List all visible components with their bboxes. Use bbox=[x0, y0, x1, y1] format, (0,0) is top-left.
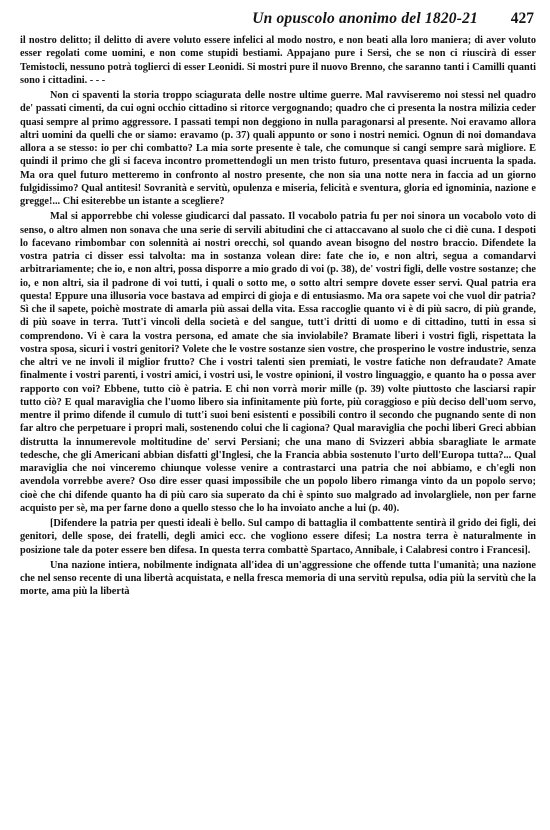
paragraph: Mal si apporrebbe chi volesse giudicarci dal passato. Il vocabolo patria fu per noi sinora un vocabolo voto di senso, o altro almen non sonava che una serie di servili abitudini che ci attaccavano al suolo che ci diè cuna. I despoti lo facevano rimbombar con solennità ai nostri orecchi, sol quando avean bisogno del nostro braccio. Difendete la vostra patria ci disser essi talvolta: ma in sostanza volean dire: fate che io, e non altri, segua a comandarvi arbitrariamente; che io, e non altri, possa disporre a mio grado di voi (p. 38), de' vostri figli, delle vostre sostanze; che io, e non altri, sia il padrone di voi tutti, i quali o sotto me, o sotto altri sempre dovete esser servi. Qual patria era questa! Eppure una illusoria voce bastava ad empirci di gioja e di entusiasmo. Ma ora sapete voi che vuol dir patria? Sì che il sapete, poichè mostrate di amarla più assai della vita. Essa raccoglie quanto vi è di più sacro, di più grande, di più soave in terra. Tutt'i vincoli della società e del sangue, tutt'i dritti di uomo e di cittadino, tutti in essa si comprendono. Vi è cara la vostra persona, ed amate che sia inviolabile? Bramate liberi i vostri figli, rispettata la vostra sposa, sicuri i vostri genitori? Volete che le vostre sostanze sien vostre, che prosperino le vostre industrie, senza che altri ve ne involi il miglior frutto? Che i vostri talenti sien premiati, le vostre fatiche non defraudate? Amate finalmente i vostri parenti, i vostri amici, i vostri usi, le vostre opinioni, il vostro linguaggio, e quanto ha o possa aver rapporto con voi? Ebbene, tutto ciò è patria. E chi non vorrà morir mille (p. 39) volte piuttosto che lasciarsi rapir tutto ciò? E qual maraviglia che l'uomo libero sia infinitamente più forte, più coraggioso e più deciso dell'uom servo, mentre il primo difende il cumulo di tutt'i suoi beni esistenti e possibili contro il secondo che pugnando sente di non far altro che perpetuare i propri mali, sostenendo colui che li cagiona? Qual maraviglia che pochi liberi Greci abbian distrutta la innumerevole moltitudine de' servi Persiani; che una mano di Svizzeri abbia sbaragliate le armate tedesche, che gli Americani abbian disfatti gl'Inglesi, che la Francia abbia sostenuto l'urto dell'Europa tutta?... Qual maraviglia che noi vinceremo chiunque volesse venire a contrastarci una patria che noi abbiamo, e ch'egli non avendola vorrebbe avere? Oso dire esser quasi impossibile che un popolo libero rimanga vinto da un popolo servo; cioè che chi difende quanto ha di più caro sia superato da chi è spinto suo malgrado ad involargliele, non per farne acquisto per sè, ma per farne dono a quello stesso che lo ha invoiato anche a lui (p. 40). bbox=[20, 211, 536, 514]
body-text bbox=[20, 34, 536, 599]
paragraph-continuation: il nostro delitto; il delitto di avere voluto essere infelici al modo nostro, e non beati alla loro maniera; di aver voluto esser regolati come uomini, e non come stupidi bestiami. Appajano pure i Sersi, che se non ci riuscirà di esser Temistocli, nessuno potrà toglierci di esser Leonidi. Si mostri pure il nuovo Brenno, che saranno tanti i Camilli quanti sono i cittadini. - - - bbox=[20, 35, 536, 86]
page-header bbox=[20, 6, 536, 30]
page-number: 427 bbox=[510, 10, 534, 27]
paragraph: Non ci spaventi la storia troppo sciagurata delle nostre ultime guerre. Mal ravviseremo noi stessi nel quadro de' passati cimenti, da cui ogni occhio cittadino si ritorce vergognando; quadro che ci presenta la nostra milizia ceder quasi sempre al primo aggressore. I passati tempi non deggiono in nulla paragonarsi al presente. Noi eravamo allora altri uomini da quelli che or siamo: eravamo (p. 37) quali appunto or sono i nostri nemici. Ognun di noi domandava allora a se stesso: io per chi combatto? La mia sorte presente è tale, che comunque si cangi sempre sarà migliore. E quindi il primo che gli si faceva incontro promettendogli un men tristo futuro, presentava quasi incruenta la spada. Ma ora quel futuro metteremo in confronto al nostro presente, che non sia una notte nera in faccia ad un giorno fulgidissimo? Qual antitesi! Sovranità e servitù, opulenza e miseria, felicità e sventura, gloria ed ignominia, nazione e gregge!... Chi esiterebbe un istante a scegliere? bbox=[20, 90, 536, 207]
paragraph: Una nazione intiera, nobilmente indignata all'idea di un'aggressione che offende tutta l'umanità; una nazione che nel senso recente di una libertà acquistata, e nella fresca memoria di una servitù repulsa, odia più la servitù che la morte, ama più la libertà bbox=[20, 559, 536, 598]
bracketed-summary-paragraph: [Difendere la patria per questi ideali è bello. Sul campo di battaglia il combattente sentirà il grido dei figli, dei genitori, delle spose, dei fratelli, degli amici ecc. che vogliono essere difesi; La nostra terra è naturalmente in posizione tale da poter essere ben difesa. In questa terra combattè Spartaco, Annibale, i Calabresi contro i Francesi]. bbox=[20, 518, 536, 556]
running-title: Un opuscolo anonimo del 1820-21 bbox=[252, 10, 478, 27]
